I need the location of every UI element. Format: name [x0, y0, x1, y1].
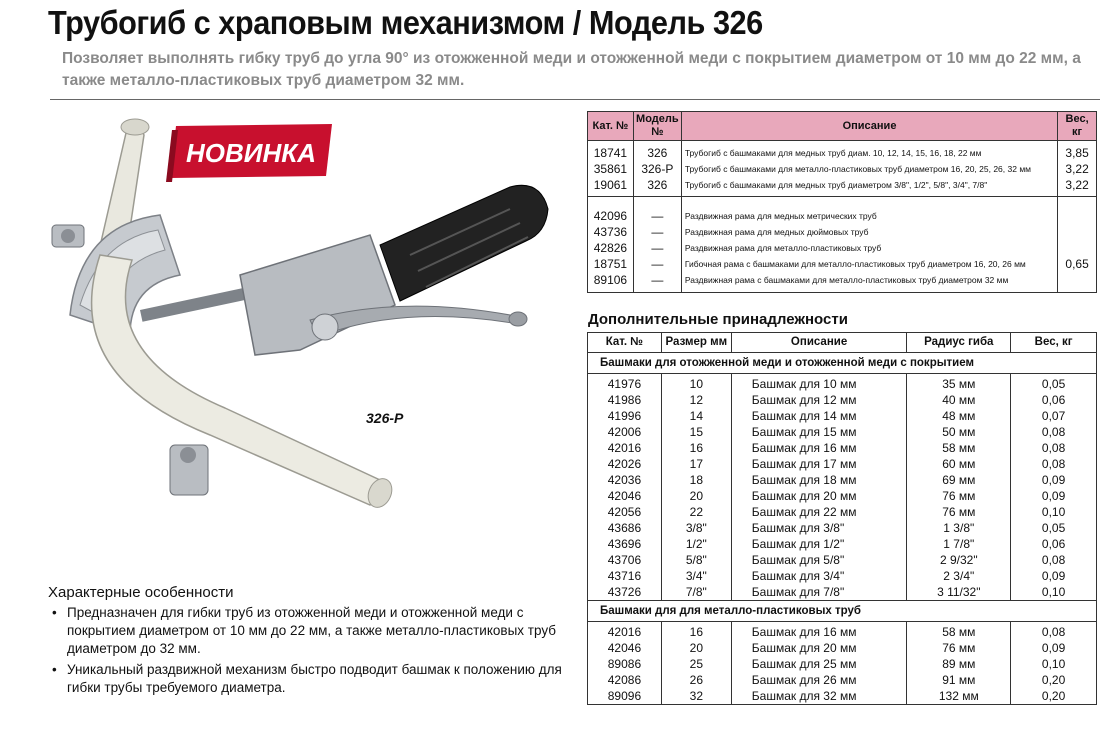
weight-value: 0,08 — [1041, 553, 1066, 567]
size-value: 15 — [689, 425, 703, 439]
size-cell — [661, 622, 731, 705]
cat-value: 89106 — [593, 273, 628, 287]
desc-value: Башмак для 16 мм — [751, 625, 857, 639]
weight-cell — [1058, 197, 1097, 293]
model-cell — [633, 141, 681, 197]
col-radius: Радиус гиба — [907, 333, 1011, 353]
desc-value: Башмак для 3/8" — [751, 521, 845, 535]
weight-value: 0,10 — [1041, 657, 1066, 671]
model-value: — — [651, 257, 664, 271]
cat-value: 19061 — [593, 177, 628, 192]
table-row-group — [588, 374, 1097, 601]
page-title: Трубогиб с храповым механизмом / Модель 326 — [48, 4, 763, 41]
desc-value: Башмак для 14 мм — [751, 409, 857, 423]
cat-value: 18741 — [593, 145, 628, 160]
weight-value: 0,09 — [1041, 641, 1066, 655]
size-value: 1/2" — [685, 537, 707, 551]
desc-value: Башмак для 3/4" — [751, 569, 845, 583]
col-cat: Кат. № — [588, 333, 662, 353]
features-section — [48, 584, 568, 700]
handle-grip — [380, 185, 548, 301]
col-desc: Описание — [731, 333, 907, 353]
cat-value: 42046 — [607, 489, 642, 503]
cat-value: 89096 — [607, 689, 642, 703]
radius-value: 89 мм — [942, 657, 976, 671]
desc-value: Трубогиб с башмаками для медных труб диаметром 3/8", 1/2", 5/8", 3/4", 7/8" — [684, 179, 988, 190]
desc-value: Башмак для 1/2" — [751, 537, 845, 551]
cat-value: 42006 — [607, 425, 642, 439]
size-value: 3/4" — [685, 569, 707, 583]
radius-value: 2 9/32" — [939, 553, 978, 567]
size-value: 22 — [689, 505, 703, 519]
weight-cell — [1011, 622, 1097, 705]
radius-value: 58 мм — [942, 625, 976, 639]
weight-cell — [1011, 374, 1097, 601]
desc-cell — [681, 197, 1057, 293]
model-value: — — [651, 209, 664, 223]
desc-value: Раздвижная рама для медных метрических труб — [684, 211, 877, 221]
desc-value: Трубогиб с башмаками для медных труб диам. 10, 12, 14, 15, 16, 18, 22 мм — [684, 147, 982, 158]
cat-value: 42826 — [593, 241, 628, 255]
cat-value: 43686 — [607, 521, 642, 535]
table-row-group — [588, 197, 1097, 293]
new-badge-label: НОВИНКА — [185, 138, 317, 168]
desc-value: Башмак для 5/8" — [751, 553, 845, 567]
model-caption: 326-P — [366, 410, 404, 426]
section-title: Башмаки для для металло-пластиковых труб — [588, 601, 1097, 622]
radius-value: 48 мм — [942, 409, 976, 423]
desc-value: Раздвижная рама для металло-пластиковых труб — [684, 243, 882, 253]
desc-value: Трубогиб с башмаками для металло-пластиковых труб диаметром 16, 20, 25, 26, 32 мм — [684, 163, 1032, 174]
size-value: 5/8" — [685, 553, 707, 567]
desc-cell — [731, 622, 907, 705]
cat-value: 35861 — [593, 161, 628, 176]
radius-value: 1 7/8" — [943, 537, 975, 551]
desc-value: Башмак для 32 мм — [751, 689, 857, 703]
cat-value: 43706 — [607, 553, 642, 567]
weight-value: 0,08 — [1041, 425, 1066, 439]
desc-cell — [681, 141, 1057, 197]
size-value: 12 — [689, 393, 703, 407]
desc-value: Башмак для 17 мм — [751, 457, 857, 471]
col-model: Модель № — [633, 112, 681, 141]
section-header — [588, 353, 1097, 374]
weight-value: 0,09 — [1041, 473, 1066, 487]
desc-value: Башмак для 20 мм — [751, 489, 857, 503]
model-value: — — [651, 225, 664, 239]
weight-value: 3,85 — [1065, 145, 1089, 160]
cat-value: 42026 — [607, 457, 642, 471]
size-value: 18 — [689, 473, 703, 487]
weight-value: 0,20 — [1041, 673, 1066, 687]
radius-value: 132 мм — [938, 689, 979, 703]
size-cell — [661, 374, 731, 601]
radius-value: 76 мм — [942, 505, 976, 519]
size-value: 26 — [689, 673, 703, 687]
col-cat: Кат. № — [588, 112, 634, 141]
size-value: 32 — [689, 689, 703, 703]
cat-cell — [588, 374, 662, 601]
desc-value: Башмак для 18 мм — [751, 473, 857, 487]
accessories-title: Дополнительные принадлежности — [588, 311, 848, 328]
weight-value: 0,08 — [1041, 625, 1066, 639]
weight-value: 0,06 — [1041, 393, 1066, 407]
radius-cell — [907, 622, 1011, 705]
features-title: Характерные особенности — [48, 584, 234, 601]
cat-value: 42016 — [607, 625, 642, 639]
table-row-group — [588, 141, 1097, 197]
desc-value: Башмак для 12 мм — [751, 393, 857, 407]
weight-value: 0,05 — [1041, 377, 1066, 391]
weight-value: 3,22 — [1065, 161, 1089, 176]
size-value: 17 — [689, 457, 703, 471]
cat-value: 18751 — [593, 257, 628, 271]
desc-value: Башмак для 10 мм — [751, 377, 857, 391]
weight-value: 0,10 — [1041, 505, 1066, 519]
size-value: 16 — [689, 441, 703, 455]
weight-value: 0,06 — [1041, 537, 1066, 551]
radius-value: 69 мм — [942, 473, 976, 487]
accessories-table-header — [588, 333, 1097, 353]
cat-value: 43696 — [607, 537, 642, 551]
radius-value: 1 3/8" — [943, 521, 975, 535]
radius-value: 60 мм — [942, 457, 976, 471]
cat-value: 42086 — [607, 673, 642, 687]
size-value: 7/8" — [685, 585, 707, 599]
size-value: 16 — [689, 625, 703, 639]
section-title: Башмаки для отожженной меди и отожженной меди с покрытием — [588, 353, 1097, 374]
radius-value: 76 мм — [942, 641, 976, 655]
desc-value: Башмак для 20 мм — [751, 641, 857, 655]
radius-value: 50 мм — [942, 425, 976, 439]
product-table — [587, 111, 1097, 293]
weight-value: 0,20 — [1041, 689, 1066, 703]
weight-value: 0,09 — [1041, 489, 1066, 503]
radius-value: 76 мм — [942, 489, 976, 503]
col-desc: Описание — [681, 112, 1057, 141]
desc-value: Гибочная рама с башмаками для металло-пластиковых труб диаметром 16, 20, 26 мм — [684, 259, 1026, 269]
cat-value: 42036 — [607, 473, 642, 487]
radius-value: 35 мм — [942, 377, 976, 391]
desc-cell — [731, 374, 907, 601]
features-list — [48, 604, 568, 697]
cat-value: 42056 — [607, 505, 642, 519]
weight-value: 0,09 — [1041, 569, 1066, 583]
cat-value: 42096 — [593, 209, 628, 223]
radius-value: 91 мм — [942, 673, 976, 687]
section-header — [588, 601, 1097, 622]
weight-value: 0,08 — [1041, 457, 1066, 471]
cat-value: 41986 — [607, 393, 642, 407]
size-value: 20 — [689, 489, 703, 503]
size-value: 3/8" — [685, 521, 707, 535]
table-row-group — [588, 622, 1097, 705]
desc-value: Башмак для 7/8" — [751, 585, 845, 599]
pipe-top-end — [121, 119, 149, 135]
feature-item: • Уникальный раздвижной механизм быстро подводит башмак к положению для гибки трубы требуемого диаметра. — [48, 661, 568, 697]
desc-value: Раздвижная рама с башмаками для металло-пластиковых труб диаметром 32 мм — [684, 275, 1009, 285]
weight-value: 0,08 — [1041, 441, 1066, 455]
model-value: — — [651, 241, 664, 255]
size-value: 14 — [689, 409, 703, 423]
cat-value: 42046 — [607, 641, 642, 655]
desc-value: Башмак для 16 мм — [751, 441, 857, 455]
cat-value: 43716 — [607, 569, 642, 583]
cat-cell — [588, 197, 634, 293]
col-weight: Вес, кг — [1058, 112, 1097, 141]
cat-value: 42016 — [607, 441, 642, 455]
accessories-table — [587, 332, 1097, 705]
desc-value: Раздвижная рама для медных дюймовых труб — [684, 227, 869, 237]
header-divider — [50, 99, 1100, 100]
radius-value: 2 3/4" — [943, 569, 975, 583]
weight-value: 3,22 — [1065, 177, 1089, 192]
cat-value: 41976 — [607, 377, 642, 391]
radius-value: 58 мм — [942, 441, 976, 455]
cat-value: 89086 — [607, 657, 642, 671]
model-value: 326 — [647, 177, 668, 192]
model-value: — — [651, 273, 664, 287]
feature-item: • Предназначен для гибки труб из отожженной меди и отожженной меди с покрытием диаметром от 10 мм до 22 мм, а также металло-пластиковых труб диаметром до 32 мм. — [48, 604, 568, 658]
col-size: Размер мм — [661, 333, 731, 353]
radius-cell — [907, 374, 1011, 601]
size-value: 20 — [689, 641, 703, 655]
cat-cell — [588, 141, 634, 197]
cat-value: 43736 — [593, 225, 628, 239]
size-value: 10 — [689, 377, 703, 391]
col-weight: Вес, кг — [1011, 333, 1097, 353]
size-value: 25 — [689, 657, 703, 671]
radius-value: 3 11/32" — [937, 585, 981, 599]
model-cell — [633, 197, 681, 293]
model-value: 326-P — [641, 161, 674, 176]
cat-value: 41996 — [607, 409, 642, 423]
desc-value: Башмак для 25 мм — [751, 657, 857, 671]
desc-value: Башмак для 26 мм — [751, 673, 857, 687]
cat-cell — [588, 622, 662, 705]
desc-value: Башмак для 15 мм — [751, 425, 857, 439]
weight-value: 0,10 — [1041, 585, 1066, 599]
desc-value: Башмак для 22 мм — [751, 505, 857, 519]
radius-value: 40 мм — [942, 393, 976, 407]
weight-value: 0,05 — [1041, 521, 1066, 535]
model-value: 326 — [647, 145, 668, 160]
product-table-header — [588, 112, 1097, 141]
new-badge — [166, 120, 336, 184]
page-subtitle: Позволяет выполнять гибку труб до угла 90° из отожженной меди и отожженной меди с покрытием диаметром от 10 мм до 22 мм, а также металло-пластиковых труб диаметром 32 мм. — [62, 50, 1081, 89]
weight-value: 0,07 — [1041, 409, 1066, 423]
weight-cell — [1058, 141, 1097, 197]
weight-value: 0,65 — [1065, 257, 1089, 271]
cat-value: 43726 — [607, 585, 642, 599]
